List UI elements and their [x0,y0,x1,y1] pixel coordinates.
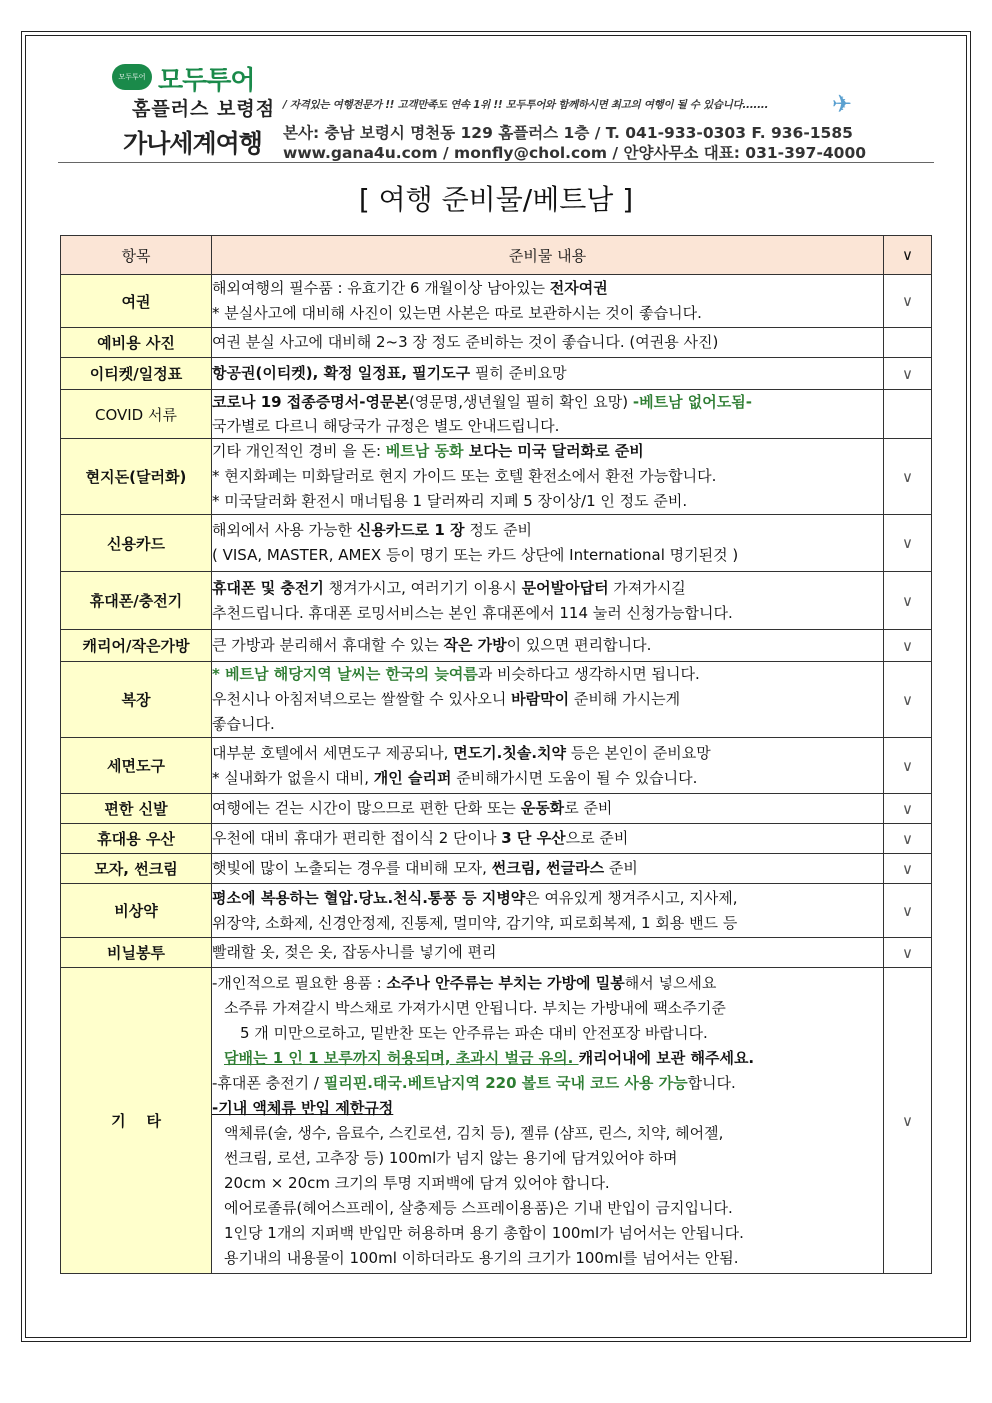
text-bold: 보다는 미국 달러화로 준비 [463,442,644,460]
text: 해외여행의 필수품 : 유효기간 6 개월이상 남아있는 [212,279,550,297]
text-bold: 코로나 19 접종증명서-영문본 [212,393,409,411]
text: 액체류(술, 생수, 음료수, 스킨로션, 김치 등), 젤류 (샴프, 린스, 치약, 헤어젤, [224,1123,724,1142]
text: 필히 준비요망 [470,364,567,382]
agency-name: 가나세계여행 [123,129,262,158]
text: 용기내의 내용물이 100ml 이하더라도 용기의 크기가 100ml를 넘어서는 안됨. [224,1248,739,1267]
row-item: 비상약 [61,884,212,938]
table-row [61,794,932,824]
website-contact: www.gana4u.com / monfly@chol.com / 안양사무소 대표: 031-397-4000 [283,144,867,162]
check-mark[interactable]: ∨ [884,738,932,794]
text: 준비해 가시는게 [569,690,681,708]
text: 으로 준비 [565,829,629,847]
check-mark[interactable]: ∨ [884,275,932,328]
text-bold: 3 단 우산 [501,829,566,847]
table-row [61,630,932,662]
text: 준비해가시면 도움이 될 수 있습니다. [451,768,698,787]
row-item: COVID 서류 [61,390,212,439]
table-row [61,572,932,630]
row-item: 비닐봉투 [61,938,212,968]
header-item: 항목 [61,236,212,275]
table-row [61,824,932,854]
row-content [212,662,884,738]
text: 20cm × 20cm 크기의 투명 지퍼백에 담겨 있어야 합니다. [224,1173,610,1192]
branch-name: 홈플러스 보령점 [132,98,276,120]
text: -개인적으로 필요한 용품 : [212,973,387,992]
check-mark[interactable]: ∨ [884,824,932,854]
row-item: 여권 [61,275,212,328]
text: 정도 준비 [464,521,533,539]
table-row [61,938,932,968]
text-green: 필리핀.태국.베트남지역 220 볼트 국내 코드 사용 가능 [323,1073,688,1092]
page-title: [ 여행 준비물/베트남 ] [358,183,634,216]
row-content [212,275,884,328]
text: 썬크림, 로션, 고추장 등) 100ml가 넘지 않는 용기에 담겨있어야 하며 [224,1148,678,1167]
text-bold: 캐리어내에 보관 해주세요. [578,1048,755,1067]
row-item: 모자, 썬크림 [61,854,212,884]
preparation-table [60,235,932,1274]
text: 과 비슷하다고 생각하시면 됩니다. [477,665,700,683]
table-row [61,854,932,884]
check-mark[interactable]: ∨ [884,358,932,390]
text: 우천에 대비 휴대가 편리한 접이식 2 단이나 [212,829,502,847]
text: 1인당 1개의 지퍼백 반입만 허용하며 용기 총합이 100ml가 넘어서는 안됩니다. [224,1223,744,1242]
text: * 분실사고에 대비해 사진이 있는면 사본은 따로 보관하시는 것이 좋습니다. [212,304,702,322]
row-item: 신용카드 [61,515,212,572]
text-bold: -기내 액체류 반입 제한규정 [212,1098,394,1117]
text-bold: 휴대폰 및 충전기 [212,578,324,597]
row-content [212,630,884,662]
check-mark[interactable]: ∨ [884,968,932,1274]
table-row [61,328,932,358]
header-divider [58,162,934,163]
row-item: 편한 신발 [61,794,212,824]
check-mark[interactable]: ∨ [884,439,932,515]
text: 위장약, 소화제, 신경안정제, 진통제, 멀미약, 감기약, 피로회복제, 1 회용 밴드 등 [212,913,738,932]
row-item: 현지돈(달러화) [61,439,212,515]
text: 은 여유있게 챙겨주시고, 지사제, [525,888,738,907]
text: -휴대폰 충전기 / [212,1073,324,1092]
airplane-icon: ✈ [832,90,853,118]
text: 여권 분실 사고에 대비해 2~3 장 정도 준비하는 것이 좋습니다. (여권용 사진) [212,333,719,351]
check-mark[interactable]: ∨ [884,884,932,938]
header-content: 준비물 내용 [212,236,884,275]
text: ( VISA, MASTER, AMEX 등이 명기 또는 카드 상단에 International 명기된것 ) [212,546,739,564]
text-bold: 소주나 안주류는 부치는 가방에 밀봉 [386,973,625,992]
slogan: / 자격있는 여행전문가 !! 고객만족도 연속 1위 !! 모두투어와 함께하시면 최고의 여행이 될 수 있습니다....... [283,99,769,111]
text-bold: 작은 가방 [443,636,507,654]
text: 에어로졸류(헤어스프레이, 살충제등 스프레이용품)은 기내 반입이 금지입니다. [224,1198,733,1217]
text: 햇빛에 많이 노출되는 경우를 대비해 모자, [212,859,492,877]
row-item: 기 타 [61,968,212,1274]
row-content [212,358,884,390]
table-header-row [61,236,932,275]
check-mark[interactable]: ∨ [884,794,932,824]
row-content [212,884,884,938]
row-content [212,824,884,854]
table-row [61,439,932,515]
text: 5 개 미만으로하고, 밑반찬 또는 안주류는 파손 대비 안전포장 바랍니다. [240,1023,708,1042]
check-mark[interactable] [884,328,932,358]
table-row [61,662,932,738]
row-content [212,968,884,1274]
row-item: 복장 [61,662,212,738]
text: * 실내화가 없을시 대비, [212,768,374,787]
check-mark[interactable]: ∨ [884,662,932,738]
text: 이 있으면 편리합니다. [506,636,652,654]
text: 로 준비 [564,799,613,817]
text-bold: 썬크림, 썬글라스 [491,859,605,877]
row-item: 휴대폰/충전기 [61,572,212,630]
text: 가져가시길 [608,578,686,597]
text: 큰 가방과 분리해서 휴대할 수 있는 [212,636,444,654]
text: 기타 개인적인 경비 을 돈: [212,442,386,460]
table-row [61,738,932,794]
text: 해외에서 사용 가능한 [212,521,357,539]
header-check: ∨ [884,236,932,275]
text: 등은 본인이 준비요망 [566,743,711,762]
check-mark[interactable]: ∨ [884,515,932,572]
table-row [61,884,932,938]
table-row [61,390,932,439]
text: 소주류 가져갈시 박스채로 가져가시면 안됩니다. 부치는 가방내에 팩소주기준 [224,998,726,1017]
row-content [212,439,884,515]
text: 우천시나 아침저녁으로는 쌀쌀할 수 있사오니 [212,690,512,708]
text-green: * 베트남 해당지역 날씨는 한국의 늦여름 [212,665,478,683]
row-content [212,390,884,439]
check-mark[interactable]: ∨ [884,630,932,662]
check-mark[interactable]: ∨ [884,854,932,884]
row-content [212,794,884,824]
table-row [61,968,932,1274]
text: 해서 넣으세요 [624,973,717,992]
row-item: 세면도구 [61,738,212,794]
text-green: -베트남 없어도됨- [632,393,752,411]
heart-logo-icon: 모두투어 [112,64,152,90]
text: 좋습니다. [212,715,275,733]
check-mark[interactable]: ∨ [884,572,932,630]
table-row [61,515,932,572]
text-green: 담배는 1 인 1 보루까지 허용되며, 초과시 벌금 유의. [224,1048,579,1067]
table-row [61,275,932,328]
text-bold: 문어발아답터 [521,578,609,597]
text: 추천드립니다. 휴대폰 로밍서비스는 본인 휴대폰에서 114 눌러 신청가능합니다. [212,603,733,622]
text: * 미국달러화 환전시 매너팁용 1 달러짜리 지폐 5 장이상/1 인 정도 준비. [212,492,688,510]
address: 본사: 충남 보령시 명천동 129 홈플러스 1층 / T. 041-933-0303 F. 936-1585 [283,124,853,142]
row-content [212,854,884,884]
row-item: 이티켓/일정표 [61,358,212,390]
text-bold: 개인 슬리퍼 [373,768,452,787]
check-mark[interactable]: ∨ [884,938,932,968]
row-item: 캐리어/작은가방 [61,630,212,662]
text-green: 베트남 동화 [385,442,464,460]
text-bold: 바람막이 [511,690,570,708]
check-mark[interactable] [884,390,932,439]
text-bold: 전자여권 [549,279,608,297]
row-content [212,938,884,968]
text: 준비 [604,859,638,877]
table-row [61,358,932,390]
text: 국가별로 다르니 해당국가 규정은 별도 안내드립니다. [212,417,560,435]
text: 여행에는 걷는 시간이 많으므로 편한 단화 또는 [212,799,521,817]
text: * 현지화폐는 미화달러로 현지 가이드 또는 호텔 환전소에서 환전 가능합니다. [212,467,717,485]
text-bold: 운동화 [520,799,565,817]
text-bold: 평소에 복용하는 혈압.당뇨.천식.통풍 등 지병약 [212,888,526,907]
text-bold: 면도기.칫솔.치약 [453,743,567,762]
row-content [212,572,884,630]
text: 합니다. [687,1073,736,1092]
text-bold: 항공권(이티켓), 확정 일정표, 필기도구 [212,364,471,382]
text: 대부분 호텔에서 세면도구 제공되나, [212,743,454,762]
row-content [212,328,884,358]
row-item: 예비용 사진 [61,328,212,358]
text: 챙겨가시고, 여러기기 이용시 [323,578,522,597]
text: (영문명,생년월일 필히 확인 요망) [408,393,633,411]
row-content [212,515,884,572]
row-content [212,738,884,794]
logo-text: 모두투어 [158,66,255,96]
row-item: 휴대용 우산 [61,824,212,854]
text-bold: 신용카드로 1 장 [356,521,465,539]
text: 빨래할 옷, 젖은 옷, 잡동사니를 넣기에 편리 [212,943,497,961]
